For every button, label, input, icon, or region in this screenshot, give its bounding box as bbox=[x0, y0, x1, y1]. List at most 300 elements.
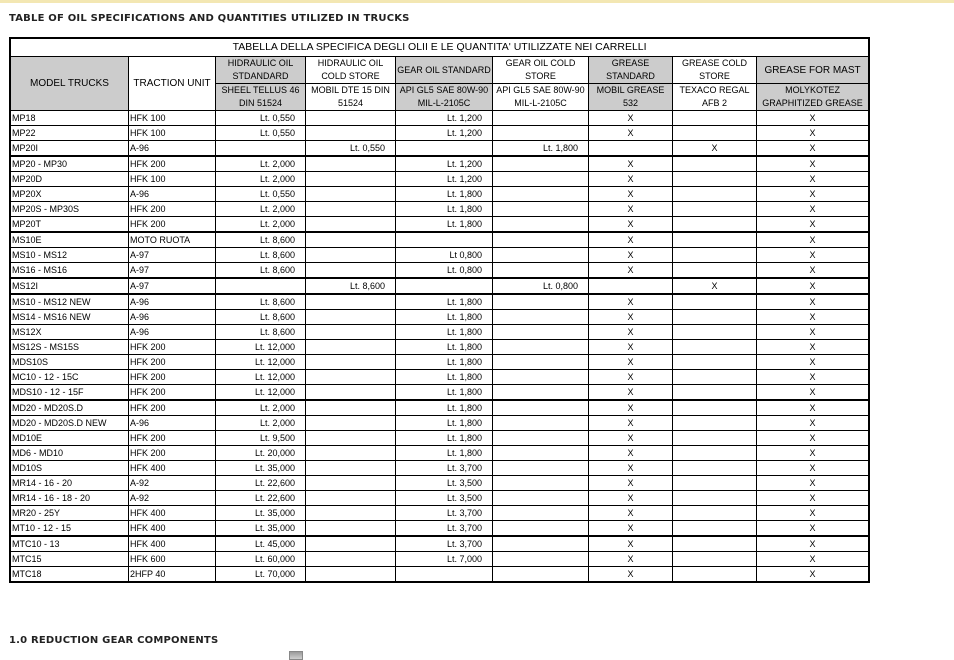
hydraulic-cold-cell bbox=[306, 431, 396, 446]
traction-unit-cell: HFK 200 bbox=[129, 370, 216, 385]
gear-cold-cell bbox=[493, 400, 589, 416]
table-row bbox=[11, 521, 869, 537]
hydraulic-standard-cell: Lt. 2,000 bbox=[216, 416, 306, 431]
hydraulic-cold-cell bbox=[306, 232, 396, 248]
hydraulic-cold-cell bbox=[306, 263, 396, 279]
gear-standard-cell: Lt. 3,700 bbox=[396, 461, 493, 476]
model-cell: MP18 bbox=[11, 111, 129, 126]
grease-cold-cell bbox=[673, 172, 757, 187]
col-header-grease-standard: GREASE STANDARD bbox=[589, 57, 673, 84]
gear-standard-cell: Lt. 1,800 bbox=[396, 294, 493, 310]
oil-spec-table-frame bbox=[9, 37, 870, 583]
table-row bbox=[11, 294, 869, 310]
grease-standard-cell: X bbox=[589, 491, 673, 506]
hydraulic-cold-cell bbox=[306, 370, 396, 385]
hydraulic-standard-cell: Lt. 35,000 bbox=[216, 506, 306, 521]
grease-cold-cell bbox=[673, 476, 757, 491]
grease-standard-cell: X bbox=[589, 172, 673, 187]
hydraulic-cold-cell bbox=[306, 187, 396, 202]
hydraulic-standard-cell: Lt. 0,550 bbox=[216, 111, 306, 126]
table-row bbox=[11, 202, 869, 217]
spec-hydraulic-standard: SHEEL TELLUS 46 DIN 51524 bbox=[216, 84, 306, 111]
top-border bbox=[0, 0, 954, 3]
grease-cold-cell bbox=[673, 111, 757, 126]
model-cell: MS10 - MS12 bbox=[11, 248, 129, 263]
traction-unit-cell: A-96 bbox=[129, 416, 216, 431]
hydraulic-cold-cell bbox=[306, 552, 396, 567]
traction-unit-cell: HFK 600 bbox=[129, 552, 216, 567]
grease-cold-cell: X bbox=[673, 141, 757, 157]
model-cell: MDS10 - 12 - 15F bbox=[11, 385, 129, 401]
table-row bbox=[11, 506, 869, 521]
grease-standard-cell: X bbox=[589, 126, 673, 141]
model-cell: MP20D bbox=[11, 172, 129, 187]
grease-mast-cell: X bbox=[757, 431, 869, 446]
hydraulic-standard-cell: Lt. 35,000 bbox=[216, 521, 306, 537]
hydraulic-standard-cell: Lt. 35,000 bbox=[216, 461, 306, 476]
gear-cold-cell bbox=[493, 187, 589, 202]
model-cell: MP20 - MP30 bbox=[11, 156, 129, 172]
table-row bbox=[11, 111, 869, 126]
gear-cold-cell bbox=[493, 202, 589, 217]
hydraulic-standard-cell: Lt. 12,000 bbox=[216, 355, 306, 370]
gear-standard-cell: Lt. 1,800 bbox=[396, 431, 493, 446]
spec-grease-standard: MOBIL GREASE 532 bbox=[589, 84, 673, 111]
hydraulic-standard-cell: Lt. 8,600 bbox=[216, 310, 306, 325]
model-cell: MD6 - MD10 bbox=[11, 446, 129, 461]
grease-cold-cell bbox=[673, 310, 757, 325]
table-row bbox=[11, 172, 869, 187]
col-header-gear-cold: GEAR OIL COLD STORE bbox=[493, 57, 589, 84]
traction-unit-cell: HFK 200 bbox=[129, 355, 216, 370]
scroll-handle-icon bbox=[289, 651, 303, 660]
gear-standard-cell: Lt. 1,800 bbox=[396, 416, 493, 431]
gear-cold-cell bbox=[493, 536, 589, 552]
gear-cold-cell bbox=[493, 385, 589, 401]
gear-cold-cell bbox=[493, 355, 589, 370]
hydraulic-standard-cell: Lt. 2,000 bbox=[216, 156, 306, 172]
grease-mast-cell: X bbox=[757, 355, 869, 370]
gear-cold-cell bbox=[493, 126, 589, 141]
hydraulic-cold-cell bbox=[306, 248, 396, 263]
hydraulic-cold-cell bbox=[306, 461, 396, 476]
hydraulic-standard-cell: Lt. 22,600 bbox=[216, 491, 306, 506]
hydraulic-standard-cell: Lt. 70,000 bbox=[216, 567, 306, 582]
model-cell: MD20 - MD20S.D bbox=[11, 400, 129, 416]
gear-standard-cell: Lt. 1,800 bbox=[396, 385, 493, 401]
gear-standard-cell: Lt. 1,200 bbox=[396, 156, 493, 172]
grease-cold-cell bbox=[673, 294, 757, 310]
model-cell: MTC10 - 13 bbox=[11, 536, 129, 552]
model-cell: MD10S bbox=[11, 461, 129, 476]
table-row bbox=[11, 263, 869, 279]
table-row bbox=[11, 461, 869, 476]
grease-mast-cell: X bbox=[757, 172, 869, 187]
hydraulic-standard-cell: Lt. 2,000 bbox=[216, 202, 306, 217]
gear-cold-cell bbox=[493, 172, 589, 187]
oil-spec-table bbox=[10, 38, 869, 582]
table-row bbox=[11, 385, 869, 401]
grease-mast-cell: X bbox=[757, 506, 869, 521]
grease-standard-cell: X bbox=[589, 536, 673, 552]
hydraulic-standard-cell: Lt. 45,000 bbox=[216, 536, 306, 552]
gear-standard-cell: Lt. 3,500 bbox=[396, 476, 493, 491]
gear-cold-cell bbox=[493, 521, 589, 537]
grease-cold-cell bbox=[673, 461, 757, 476]
grease-mast-cell: X bbox=[757, 248, 869, 263]
grease-cold-cell bbox=[673, 446, 757, 461]
gear-cold-cell bbox=[493, 461, 589, 476]
col-header-hydraulic-cold: HIDRAULIC OIL COLD STORE bbox=[306, 57, 396, 84]
model-cell: MS10 - MS12 NEW bbox=[11, 294, 129, 310]
model-cell: MT10 - 12 - 15 bbox=[11, 521, 129, 537]
grease-standard-cell: X bbox=[589, 400, 673, 416]
grease-cold-cell bbox=[673, 567, 757, 582]
table-caption: TABELLA DELLA SPECIFICA DEGLI OLII E LE QUANTITA' UTILIZZATE NEI CARRELLI bbox=[11, 39, 869, 57]
model-cell: MS10E bbox=[11, 232, 129, 248]
hydraulic-cold-cell bbox=[306, 217, 396, 233]
model-cell: MR20 - 25Y bbox=[11, 506, 129, 521]
model-cell: MP22 bbox=[11, 126, 129, 141]
traction-unit-cell: A-97 bbox=[129, 248, 216, 263]
hydraulic-standard-cell bbox=[216, 141, 306, 157]
hydraulic-standard-cell: Lt. 8,600 bbox=[216, 294, 306, 310]
traction-unit-cell: A-97 bbox=[129, 263, 216, 279]
hydraulic-cold-cell bbox=[306, 506, 396, 521]
grease-cold-cell bbox=[673, 370, 757, 385]
traction-unit-header: TRACTION UNIT bbox=[129, 57, 216, 111]
grease-mast-cell: X bbox=[757, 141, 869, 157]
traction-unit-cell: HFK 100 bbox=[129, 126, 216, 141]
grease-mast-cell: X bbox=[757, 446, 869, 461]
hydraulic-standard-cell: Lt. 8,600 bbox=[216, 232, 306, 248]
table-row bbox=[11, 355, 869, 370]
grease-standard-cell bbox=[589, 141, 673, 157]
gear-cold-cell bbox=[493, 567, 589, 582]
gear-cold-cell: Lt. 0,800 bbox=[493, 278, 589, 294]
hydraulic-standard-cell: Lt. 2,000 bbox=[216, 217, 306, 233]
traction-unit-cell: HFK 400 bbox=[129, 521, 216, 537]
gear-standard-cell: Lt. 1,800 bbox=[396, 400, 493, 416]
grease-mast-cell: X bbox=[757, 325, 869, 340]
hydraulic-cold-cell bbox=[306, 172, 396, 187]
grease-cold-cell bbox=[673, 202, 757, 217]
hydraulic-standard-cell: Lt. 2,000 bbox=[216, 172, 306, 187]
hydraulic-cold-cell bbox=[306, 310, 396, 325]
gear-cold-cell bbox=[493, 370, 589, 385]
table-row bbox=[11, 340, 869, 355]
hydraulic-cold-cell bbox=[306, 294, 396, 310]
traction-unit-cell: A-97 bbox=[129, 278, 216, 294]
grease-mast-cell: X bbox=[757, 476, 869, 491]
grease-standard-cell: X bbox=[589, 476, 673, 491]
gear-cold-cell bbox=[493, 431, 589, 446]
traction-unit-cell: MOTO RUOTA bbox=[129, 232, 216, 248]
hydraulic-standard-cell: Lt. 22,600 bbox=[216, 476, 306, 491]
grease-mast-cell: X bbox=[757, 536, 869, 552]
grease-standard-cell bbox=[589, 278, 673, 294]
grease-mast-cell: X bbox=[757, 461, 869, 476]
gear-standard-cell: Lt. 1,800 bbox=[396, 310, 493, 325]
hydraulic-standard-cell: Lt. 0,550 bbox=[216, 126, 306, 141]
gear-cold-cell: Lt. 1,800 bbox=[493, 141, 589, 157]
hydraulic-cold-cell bbox=[306, 476, 396, 491]
grease-cold-cell bbox=[673, 521, 757, 537]
hydraulic-standard-cell: Lt. 8,600 bbox=[216, 248, 306, 263]
grease-mast-cell: X bbox=[757, 263, 869, 279]
spec-gear-standard: API GL5 SAE 80W-90 MIL-L-2105C bbox=[396, 84, 493, 111]
grease-standard-cell: X bbox=[589, 217, 673, 233]
hydraulic-standard-cell: Lt. 12,000 bbox=[216, 385, 306, 401]
gear-cold-cell bbox=[493, 232, 589, 248]
traction-unit-cell: HFK 100 bbox=[129, 172, 216, 187]
traction-unit-cell: A-96 bbox=[129, 141, 216, 157]
hydraulic-standard-cell: Lt. 60,000 bbox=[216, 552, 306, 567]
traction-unit-cell: A-96 bbox=[129, 294, 216, 310]
grease-mast-cell: X bbox=[757, 278, 869, 294]
gear-standard-cell: Lt. 1,200 bbox=[396, 126, 493, 141]
grease-cold-cell bbox=[673, 431, 757, 446]
gear-cold-cell bbox=[493, 416, 589, 431]
traction-unit-cell: 2HFP 40 bbox=[129, 567, 216, 582]
grease-mast-cell: X bbox=[757, 552, 869, 567]
grease-standard-cell: X bbox=[589, 506, 673, 521]
grease-mast-cell: X bbox=[757, 567, 869, 582]
table-row bbox=[11, 400, 869, 416]
grease-cold-cell bbox=[673, 248, 757, 263]
grease-standard-cell: X bbox=[589, 340, 673, 355]
hydraulic-cold-cell bbox=[306, 567, 396, 582]
grease-cold-cell bbox=[673, 536, 757, 552]
col-header-grease-mast: GREASE FOR MAST bbox=[757, 57, 869, 84]
grease-standard-cell: X bbox=[589, 187, 673, 202]
grease-cold-cell bbox=[673, 217, 757, 233]
grease-standard-cell: X bbox=[589, 310, 673, 325]
traction-unit-cell: HFK 100 bbox=[129, 111, 216, 126]
grease-standard-cell: X bbox=[589, 248, 673, 263]
hydraulic-cold-cell bbox=[306, 340, 396, 355]
gear-standard-cell: Lt. 1,800 bbox=[396, 187, 493, 202]
traction-unit-cell: HFK 200 bbox=[129, 431, 216, 446]
hydraulic-standard-cell: Lt. 8,600 bbox=[216, 325, 306, 340]
grease-standard-cell: X bbox=[589, 325, 673, 340]
gear-cold-cell bbox=[493, 294, 589, 310]
gear-cold-cell bbox=[493, 310, 589, 325]
spec-grease-cold: TEXACO REGAL AFB 2 bbox=[673, 84, 757, 111]
gear-cold-cell bbox=[493, 111, 589, 126]
gear-standard-cell bbox=[396, 141, 493, 157]
model-cell: MTC18 bbox=[11, 567, 129, 582]
traction-unit-cell: HFK 400 bbox=[129, 461, 216, 476]
traction-unit-cell: A-96 bbox=[129, 310, 216, 325]
gear-cold-cell bbox=[493, 446, 589, 461]
col-header-grease-cold: GREASE COLD STORE bbox=[673, 57, 757, 84]
grease-standard-cell: X bbox=[589, 385, 673, 401]
hydraulic-cold-cell bbox=[306, 446, 396, 461]
model-cell: MS14 - MS16 NEW bbox=[11, 310, 129, 325]
hydraulic-cold-cell bbox=[306, 202, 396, 217]
hydraulic-cold-cell bbox=[306, 536, 396, 552]
gear-cold-cell bbox=[493, 340, 589, 355]
table-body bbox=[11, 111, 869, 582]
model-cell: MD10E bbox=[11, 431, 129, 446]
grease-standard-cell: X bbox=[589, 446, 673, 461]
hydraulic-standard-cell: Lt. 12,000 bbox=[216, 370, 306, 385]
gear-standard-cell: Lt. 1,800 bbox=[396, 370, 493, 385]
grease-mast-cell: X bbox=[757, 340, 869, 355]
grease-cold-cell bbox=[673, 156, 757, 172]
traction-unit-cell: HFK 200 bbox=[129, 400, 216, 416]
spec-grease-mast: MOLYKOTEZ GRAPHITIZED GREASE bbox=[757, 84, 869, 111]
grease-standard-cell: X bbox=[589, 355, 673, 370]
traction-unit-cell: HFK 200 bbox=[129, 217, 216, 233]
grease-cold-cell bbox=[673, 491, 757, 506]
traction-unit-cell: HFK 400 bbox=[129, 536, 216, 552]
grease-mast-cell: X bbox=[757, 111, 869, 126]
grease-cold-cell bbox=[673, 416, 757, 431]
gear-standard-cell: Lt. 1,800 bbox=[396, 325, 493, 340]
traction-unit-cell: HFK 200 bbox=[129, 156, 216, 172]
traction-unit-cell: A-92 bbox=[129, 491, 216, 506]
table-row bbox=[11, 476, 869, 491]
grease-mast-cell: X bbox=[757, 126, 869, 141]
grease-cold-cell bbox=[673, 385, 757, 401]
grease-standard-cell: X bbox=[589, 431, 673, 446]
hydraulic-cold-cell bbox=[306, 111, 396, 126]
table-row bbox=[11, 416, 869, 431]
gear-standard-cell: Lt. 1,800 bbox=[396, 355, 493, 370]
grease-standard-cell: X bbox=[589, 232, 673, 248]
hydraulic-cold-cell bbox=[306, 325, 396, 340]
table-row bbox=[11, 431, 869, 446]
grease-standard-cell: X bbox=[589, 202, 673, 217]
hydraulic-standard-cell: Lt. 8,600 bbox=[216, 263, 306, 279]
grease-mast-cell: X bbox=[757, 232, 869, 248]
gear-standard-cell: Lt. 1,800 bbox=[396, 446, 493, 461]
table-row bbox=[11, 536, 869, 552]
gear-standard-cell: Lt. 3,700 bbox=[396, 536, 493, 552]
table-row bbox=[11, 446, 869, 461]
grease-mast-cell: X bbox=[757, 294, 869, 310]
table-row bbox=[11, 217, 869, 233]
grease-cold-cell: X bbox=[673, 278, 757, 294]
table-row bbox=[11, 278, 869, 294]
model-cell: MTC15 bbox=[11, 552, 129, 567]
model-cell: MP20S - MP30S bbox=[11, 202, 129, 217]
table-row bbox=[11, 248, 869, 263]
hydraulic-cold-cell: Lt. 8,600 bbox=[306, 278, 396, 294]
grease-mast-cell: X bbox=[757, 400, 869, 416]
hydraulic-cold-cell bbox=[306, 491, 396, 506]
table-row bbox=[11, 567, 869, 582]
grease-standard-cell: X bbox=[589, 552, 673, 567]
section-heading: 1.0 REDUCTION GEAR COMPONENTS bbox=[9, 635, 219, 646]
table-row bbox=[11, 126, 869, 141]
gear-cold-cell bbox=[493, 476, 589, 491]
grease-cold-cell bbox=[673, 400, 757, 416]
grease-cold-cell bbox=[673, 325, 757, 340]
table-row bbox=[11, 310, 869, 325]
traction-unit-cell: HFK 200 bbox=[129, 446, 216, 461]
traction-unit-cell: HFK 400 bbox=[129, 506, 216, 521]
gear-standard-cell bbox=[396, 278, 493, 294]
gear-cold-cell bbox=[493, 156, 589, 172]
grease-standard-cell: X bbox=[589, 567, 673, 582]
gear-cold-cell bbox=[493, 491, 589, 506]
model-cell: MS12I bbox=[11, 278, 129, 294]
hydraulic-cold-cell bbox=[306, 126, 396, 141]
grease-standard-cell: X bbox=[589, 461, 673, 476]
gear-cold-cell bbox=[493, 263, 589, 279]
gear-cold-cell bbox=[493, 552, 589, 567]
hydraulic-cold-cell bbox=[306, 400, 396, 416]
gear-standard-cell bbox=[396, 567, 493, 582]
grease-standard-cell: X bbox=[589, 156, 673, 172]
hydraulic-standard-cell: Lt. 2,000 bbox=[216, 400, 306, 416]
grease-mast-cell: X bbox=[757, 521, 869, 537]
gear-cold-cell bbox=[493, 325, 589, 340]
model-cell: MS12X bbox=[11, 325, 129, 340]
gear-standard-cell: Lt. 1,200 bbox=[396, 111, 493, 126]
hydraulic-standard-cell: Lt. 20,000 bbox=[216, 446, 306, 461]
gear-standard-cell: Lt. 1,800 bbox=[396, 202, 493, 217]
grease-standard-cell: X bbox=[589, 263, 673, 279]
grease-mast-cell: X bbox=[757, 202, 869, 217]
hydraulic-cold-cell bbox=[306, 355, 396, 370]
traction-unit-cell: HFK 200 bbox=[129, 202, 216, 217]
hydraulic-cold-cell bbox=[306, 385, 396, 401]
col-header-gear-standard: GEAR OIL STANDARD bbox=[396, 57, 493, 84]
hydraulic-cold-cell bbox=[306, 156, 396, 172]
gear-standard-cell: Lt. 1,800 bbox=[396, 217, 493, 233]
traction-unit-cell: A-96 bbox=[129, 325, 216, 340]
model-trucks-header: MODEL TRUCKS bbox=[11, 57, 129, 111]
gear-standard-cell bbox=[396, 232, 493, 248]
table-row bbox=[11, 325, 869, 340]
gear-standard-cell: Lt. 3,500 bbox=[396, 491, 493, 506]
hydraulic-cold-cell bbox=[306, 521, 396, 537]
table-row bbox=[11, 141, 869, 157]
gear-standard-cell: Lt. 1,800 bbox=[396, 340, 493, 355]
traction-unit-cell: A-96 bbox=[129, 187, 216, 202]
model-cell: MS16 - MS16 bbox=[11, 263, 129, 279]
gear-standard-cell: Lt 0,800 bbox=[396, 248, 493, 263]
grease-cold-cell bbox=[673, 506, 757, 521]
grease-mast-cell: X bbox=[757, 491, 869, 506]
grease-standard-cell: X bbox=[589, 370, 673, 385]
gear-standard-cell: Lt. 1,200 bbox=[396, 172, 493, 187]
hydraulic-cold-cell bbox=[306, 416, 396, 431]
grease-standard-cell: X bbox=[589, 521, 673, 537]
hydraulic-cold-cell: Lt. 0,550 bbox=[306, 141, 396, 157]
grease-cold-cell bbox=[673, 355, 757, 370]
model-cell: MR14 - 16 - 18 - 20 bbox=[11, 491, 129, 506]
col-header-hydraulic-standard: HIDRAULIC OIL STDANDARD bbox=[216, 57, 306, 84]
table-row bbox=[11, 232, 869, 248]
grease-mast-cell: X bbox=[757, 416, 869, 431]
table-row bbox=[11, 491, 869, 506]
grease-cold-cell bbox=[673, 340, 757, 355]
hydraulic-standard-cell bbox=[216, 278, 306, 294]
grease-cold-cell bbox=[673, 263, 757, 279]
grease-mast-cell: X bbox=[757, 156, 869, 172]
gear-cold-cell bbox=[493, 248, 589, 263]
grease-standard-cell: X bbox=[589, 111, 673, 126]
model-cell: MS12S - MS15S bbox=[11, 340, 129, 355]
table-row bbox=[11, 370, 869, 385]
grease-cold-cell bbox=[673, 187, 757, 202]
page-title: TABLE OF OIL SPECIFICATIONS AND QUANTITIES UTILIZED IN TRUCKS bbox=[9, 13, 410, 24]
